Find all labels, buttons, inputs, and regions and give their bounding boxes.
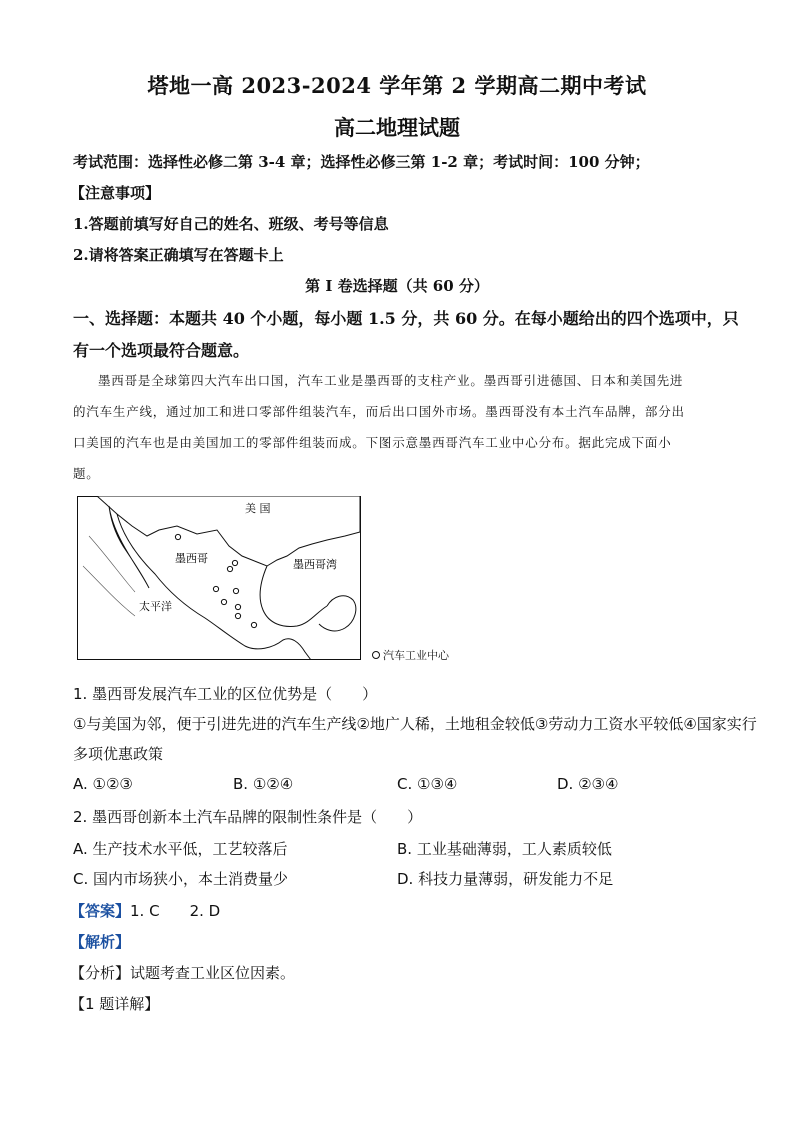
- analysis-line: [70, 931, 130, 952]
- passage-line4: 题。: [73, 466, 100, 481]
- q2-option-a: A. 生产技术水平低，工艺较落后: [73, 840, 288, 858]
- answer-content: 1. C 2. D: [130, 902, 221, 920]
- mexico-map: [77, 496, 361, 660]
- passage-line3: 口美国的汽车也是由美国加工的零部件组装而成。下图示意墨西哥汽车工业中心分布。据此完成下面小: [73, 435, 672, 450]
- page-subtitle: 高二地理试题: [334, 115, 460, 140]
- auto-center-dot: [227, 566, 232, 571]
- map-label-mexico: 墨西哥: [175, 552, 208, 565]
- answer-tag: 【答案】: [70, 902, 131, 920]
- auto-center-dot: [235, 613, 240, 618]
- q1-stem: 1. 墨西哥发展汽车工业的区位优势是（ ）: [73, 685, 378, 703]
- passage-line1: 墨西哥是全球第四大汽车出口国，汽车工业是墨西哥的支柱产业。墨西哥引进德国、日本和美国先进: [98, 373, 684, 388]
- part-title: 第 I 卷选择题（共 60 分）: [305, 277, 489, 295]
- legend-label: 汽车工业中心: [383, 649, 449, 662]
- auto-center-dot: [233, 588, 238, 593]
- page-title: 塔地一高 2023-2024 学年第 2 学期高二期中考试: [147, 73, 647, 98]
- answer-line: [70, 900, 220, 921]
- q1-option-d: D. ②③④: [557, 775, 619, 793]
- q1-options-line1: ①与美国为邻，便于引进先进的汽车生产线②地广人稀，土地租金较低③劳动力工资水平较低④国家实行: [73, 715, 757, 733]
- legend-circle-icon: [372, 651, 380, 659]
- q1-options-line2: 多项优惠政策: [73, 745, 164, 763]
- q2-option-c: C. 国内市场狭小，本土消费量少: [73, 870, 289, 888]
- notice-heading: 【注意事项】: [70, 184, 161, 202]
- notice-item-1: 1.答题前填写好自己的姓名、班级、考号等信息: [73, 215, 389, 233]
- detail-tag: 【1 题详解】: [70, 995, 160, 1013]
- auto-center-dot: [175, 534, 180, 539]
- fenxi-content: 试题考查工业区位因素。: [130, 964, 296, 982]
- fenxi-line: [70, 962, 295, 983]
- map-label-gulf: 墨西哥湾: [293, 558, 337, 571]
- map-label-usa: 美 国: [245, 502, 271, 515]
- map-legend: [372, 647, 449, 663]
- auto-center-dot: [232, 560, 237, 565]
- map-label-pacific: 太平洋: [139, 600, 172, 613]
- exam-scope: 考试范围：选择性必修二第 3-4 章；选择性必修三第 1-2 章；考试时间：100 分钟；: [73, 153, 650, 171]
- q1-option-b: B. ①②④: [233, 775, 294, 793]
- auto-center-dot: [213, 586, 218, 591]
- q1-option-a: A. ①②③: [73, 775, 133, 793]
- q1-option-c: C. ①③④: [397, 775, 458, 793]
- notice-item-2: 2.请将答案正确填写在答题卡上: [73, 246, 284, 264]
- auto-center-dot: [235, 604, 240, 609]
- q2-option-b: B. 工业基础薄弱，工人素质较低: [397, 840, 612, 858]
- auto-center-dot: [251, 622, 256, 627]
- section-instruction-line1: 一、选择题：本题共 40 个小题，每小题 1.5 分，共 60 分。在每小题给出的四个选项中，只: [73, 309, 739, 328]
- q2-stem: 2. 墨西哥创新本土汽车品牌的限制性条件是（ ）: [73, 808, 423, 826]
- analysis-tag: 【解析】: [70, 933, 131, 951]
- passage-line2: 的汽车生产线，通过加工和进口零部件组装汽车，而后出口国外市场。墨西哥没有本土汽车品牌，部分出: [73, 404, 685, 419]
- fenxi-tag: 【分析】: [70, 964, 131, 982]
- q2-option-d: D. 科技力量薄弱，研发能力不足: [397, 870, 614, 888]
- auto-center-dot: [221, 599, 226, 604]
- section-instruction-line2: 有一个选项最符合题意。: [73, 341, 250, 360]
- detail-line: [70, 993, 159, 1014]
